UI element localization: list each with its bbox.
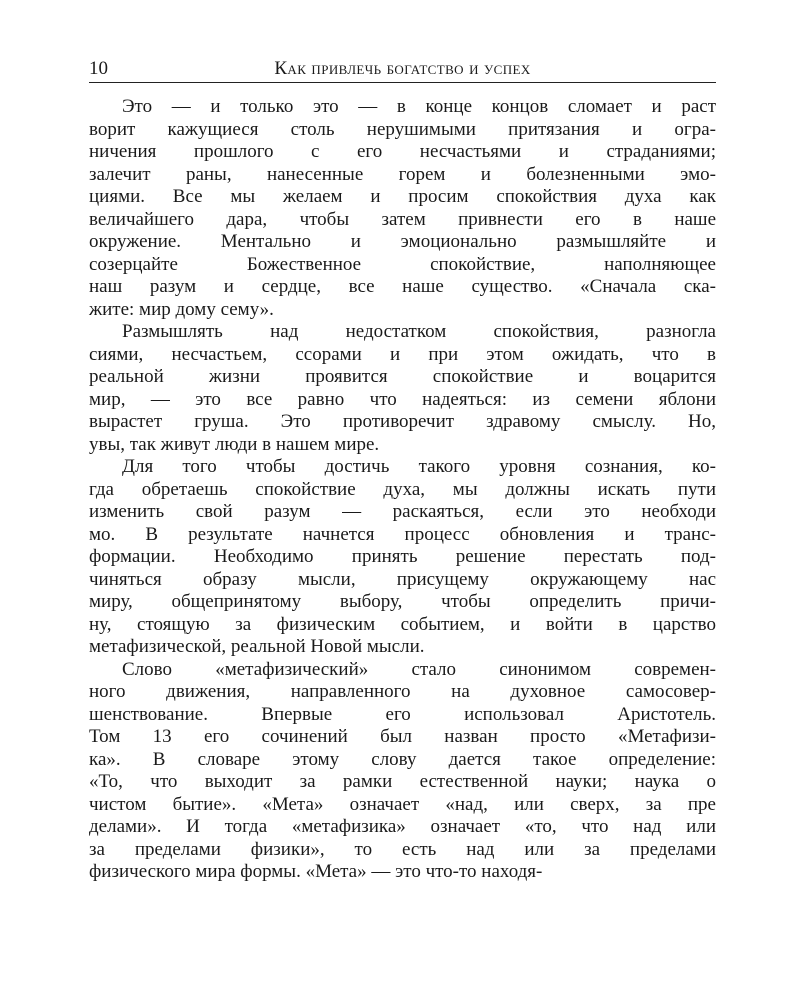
text-line: циями. Все мы желаем и просим спокойствия духа как <box>89 186 716 207</box>
paragraph <box>89 96 716 321</box>
text-line: чиняться образу мысли, присущему окружающему нас <box>89 568 716 590</box>
text-line: гда обретаешь спокойствие духа, мы должны искать пути <box>89 478 716 500</box>
text-line: созерцайте Божественное спокойствие, наполняющее <box>89 253 716 275</box>
text-line: ну, стоящую за физическим событием, и войти в царство <box>89 613 716 635</box>
running-head <box>89 56 716 83</box>
body-text <box>89 96 716 884</box>
text-line: шенствование. Впервые его использовал Аристотель. <box>89 703 716 725</box>
text-line: жите: мир дому сему». <box>89 298 274 320</box>
text-line: делами». И тогда «метафизика» означает «то, что над или <box>89 816 716 837</box>
text-line: Размышлять над недостатком спокойствия, разногла <box>122 321 716 342</box>
text-line: мир, — это все равно что надеяться: из семени яблони <box>89 388 716 410</box>
book-page <box>89 56 716 884</box>
text-line: сиями, несчастьем, ссорами и при этом ожидать, что в <box>89 343 716 365</box>
text-line: Слово «метафизический» стало синонимом современ- <box>122 658 716 680</box>
book-title: Как привлечь богатство и успех <box>274 58 531 79</box>
text-line: окружение. Ментально и эмоционально размышляйте и <box>89 231 716 252</box>
text-line: «То, что выходит за рамки естественной науки; наука о <box>89 771 716 792</box>
text-line: Для того чтобы достичь такого уровня сознания, ко- <box>122 456 716 477</box>
text-line: изменить свой разум — раскаяться, если это необходи <box>89 501 716 522</box>
text-line: чистом бытие». «Мета» означает «над, или сверх, за пре <box>89 793 716 815</box>
text-line: ка». В словаре этому слову дается такое определение: <box>89 748 716 770</box>
text-line: залечит раны, нанесенные горем и болезненными эмо- <box>89 163 716 185</box>
paragraph <box>89 321 716 456</box>
text-line: вырастет груша. Это противоречит здравому смыслу. Но, <box>89 411 716 432</box>
text-line: наш разум и сердце, все наше существо. «Сначала ска- <box>89 276 716 297</box>
text-line: увы, так живут люди в нашем мире. <box>89 433 380 455</box>
text-line: ного движения, направленного на духовное самосовер- <box>89 681 716 702</box>
text-line: миру, общепринятому выбору, чтобы определить причи- <box>89 591 716 612</box>
text-line: Том 13 его сочинений был назван просто «Метафизи- <box>89 726 716 747</box>
text-line: формации. Необходимо принять решение перестать под- <box>89 546 716 567</box>
text-line: ничения прошлого с его несчастьями и страданиями; <box>89 141 716 162</box>
text-line: физического мира формы. «Мета» — это что-то находя- <box>89 861 543 882</box>
text-line: реальной жизни проявится спокойствие и воцарится <box>89 366 716 387</box>
page-number: 10 <box>89 58 108 79</box>
text-line: метафизической, реальной Новой мысли. <box>89 636 425 657</box>
paragraph <box>89 659 716 884</box>
text-line: за пределами физики», то есть над или за пределами <box>89 838 716 860</box>
text-line: мо. В результате начнется процесс обновления и транс- <box>89 523 716 545</box>
text-line: ворит кажущиеся столь нерушимыми притязания и огра- <box>89 118 716 140</box>
text-line: величайшего дара, чтобы затем привнести его в наше <box>89 208 716 230</box>
text-line: Это — и только это — в конце концов сломает и раст <box>122 96 716 117</box>
paragraph <box>89 456 716 659</box>
